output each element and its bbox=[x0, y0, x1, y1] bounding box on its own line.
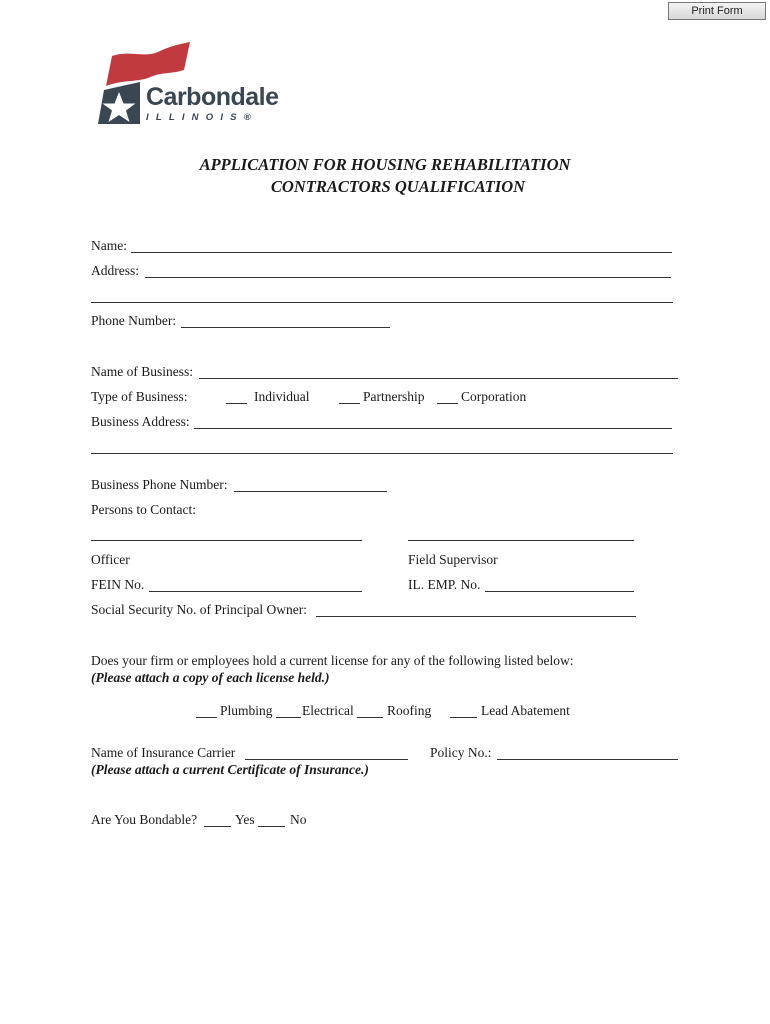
lead-abatement-check[interactable] bbox=[450, 717, 477, 718]
insurance-carrier-label: Name of Insurance Carrier bbox=[91, 745, 236, 760]
business-address-label: Business Address: bbox=[91, 414, 190, 429]
bondable-yes-label: Yes bbox=[235, 812, 255, 827]
business-name-field[interactable] bbox=[199, 378, 678, 379]
persons-contact-label: Persons to Contact: bbox=[91, 502, 196, 517]
print-form-button[interactable]: Print Form bbox=[668, 2, 766, 20]
electrical-label: Electrical bbox=[302, 703, 354, 718]
officer-field[interactable] bbox=[91, 540, 362, 541]
bondable-no-label: No bbox=[290, 812, 307, 827]
lead-abatement-label: Lead Abatement bbox=[481, 703, 570, 718]
bondable-label: Are You Bondable? bbox=[91, 812, 198, 827]
bondable-yes-check[interactable] bbox=[204, 826, 231, 827]
plumbing-check[interactable] bbox=[196, 717, 217, 718]
partnership-label: Partnership bbox=[363, 389, 425, 404]
policy-label: Policy No.: bbox=[430, 745, 492, 760]
phone-field[interactable] bbox=[181, 327, 390, 328]
business-phone-label: Business Phone Number: bbox=[91, 477, 228, 492]
field-supervisor-field[interactable] bbox=[408, 540, 634, 541]
license-note: (Please attach a copy of each license held.) bbox=[91, 670, 330, 685]
individual-label: Individual bbox=[254, 389, 310, 404]
logo-state bbox=[146, 112, 251, 123]
business-address-field-2[interactable] bbox=[91, 453, 673, 454]
field-supervisor-label: Field Supervisor bbox=[408, 552, 498, 567]
name-field[interactable] bbox=[131, 252, 672, 253]
policy-field[interactable] bbox=[497, 759, 678, 760]
business-type-label: Type of Business: bbox=[91, 389, 188, 404]
corporation-label: Corporation bbox=[461, 389, 527, 404]
registered-mark: ® bbox=[243, 112, 251, 123]
ssn-field[interactable] bbox=[316, 616, 636, 617]
corporation-check[interactable] bbox=[437, 403, 458, 404]
ssn-label: Social Security No. of Principal Owner: bbox=[91, 602, 307, 617]
officer-label: Officer bbox=[91, 552, 130, 567]
form-title-line1: APPLICATION FOR HOUSING REHABILITATION bbox=[199, 155, 571, 174]
insurance-carrier-field[interactable] bbox=[245, 759, 408, 760]
logo-state-text: ILLINOIS bbox=[146, 112, 244, 123]
partnership-check[interactable] bbox=[339, 403, 360, 404]
roofing-label: Roofing bbox=[387, 703, 432, 718]
electrical-check[interactable] bbox=[276, 717, 301, 718]
form-title-line2: CONTRACTORS QUALIFICATION bbox=[270, 177, 526, 196]
plumbing-label: Plumbing bbox=[220, 703, 273, 718]
address-field-1[interactable] bbox=[145, 277, 671, 278]
individual-check[interactable] bbox=[226, 403, 247, 404]
name-label: Name: bbox=[91, 238, 127, 253]
insurance-note: (Please attach a current Certificate of Insurance.) bbox=[91, 762, 369, 777]
address-label: Address: bbox=[91, 263, 139, 278]
fein-field[interactable] bbox=[149, 591, 362, 592]
business-phone-field[interactable] bbox=[234, 491, 387, 492]
logo-wordmark: Carbondale bbox=[146, 83, 279, 111]
fein-label: FEIN No. bbox=[91, 577, 145, 592]
roofing-check[interactable] bbox=[357, 717, 383, 718]
address-field-2[interactable] bbox=[91, 302, 673, 303]
business-name-label: Name of Business: bbox=[91, 364, 193, 379]
license-question: Does your firm or employees hold a current license for any of the following listed below: bbox=[91, 653, 574, 668]
il-emp-field[interactable] bbox=[485, 591, 634, 592]
phone-label: Phone Number: bbox=[91, 313, 177, 328]
bondable-no-check[interactable] bbox=[258, 826, 285, 827]
business-address-field-1[interactable] bbox=[194, 428, 672, 429]
il-emp-label: IL. EMP. No. bbox=[408, 577, 481, 592]
